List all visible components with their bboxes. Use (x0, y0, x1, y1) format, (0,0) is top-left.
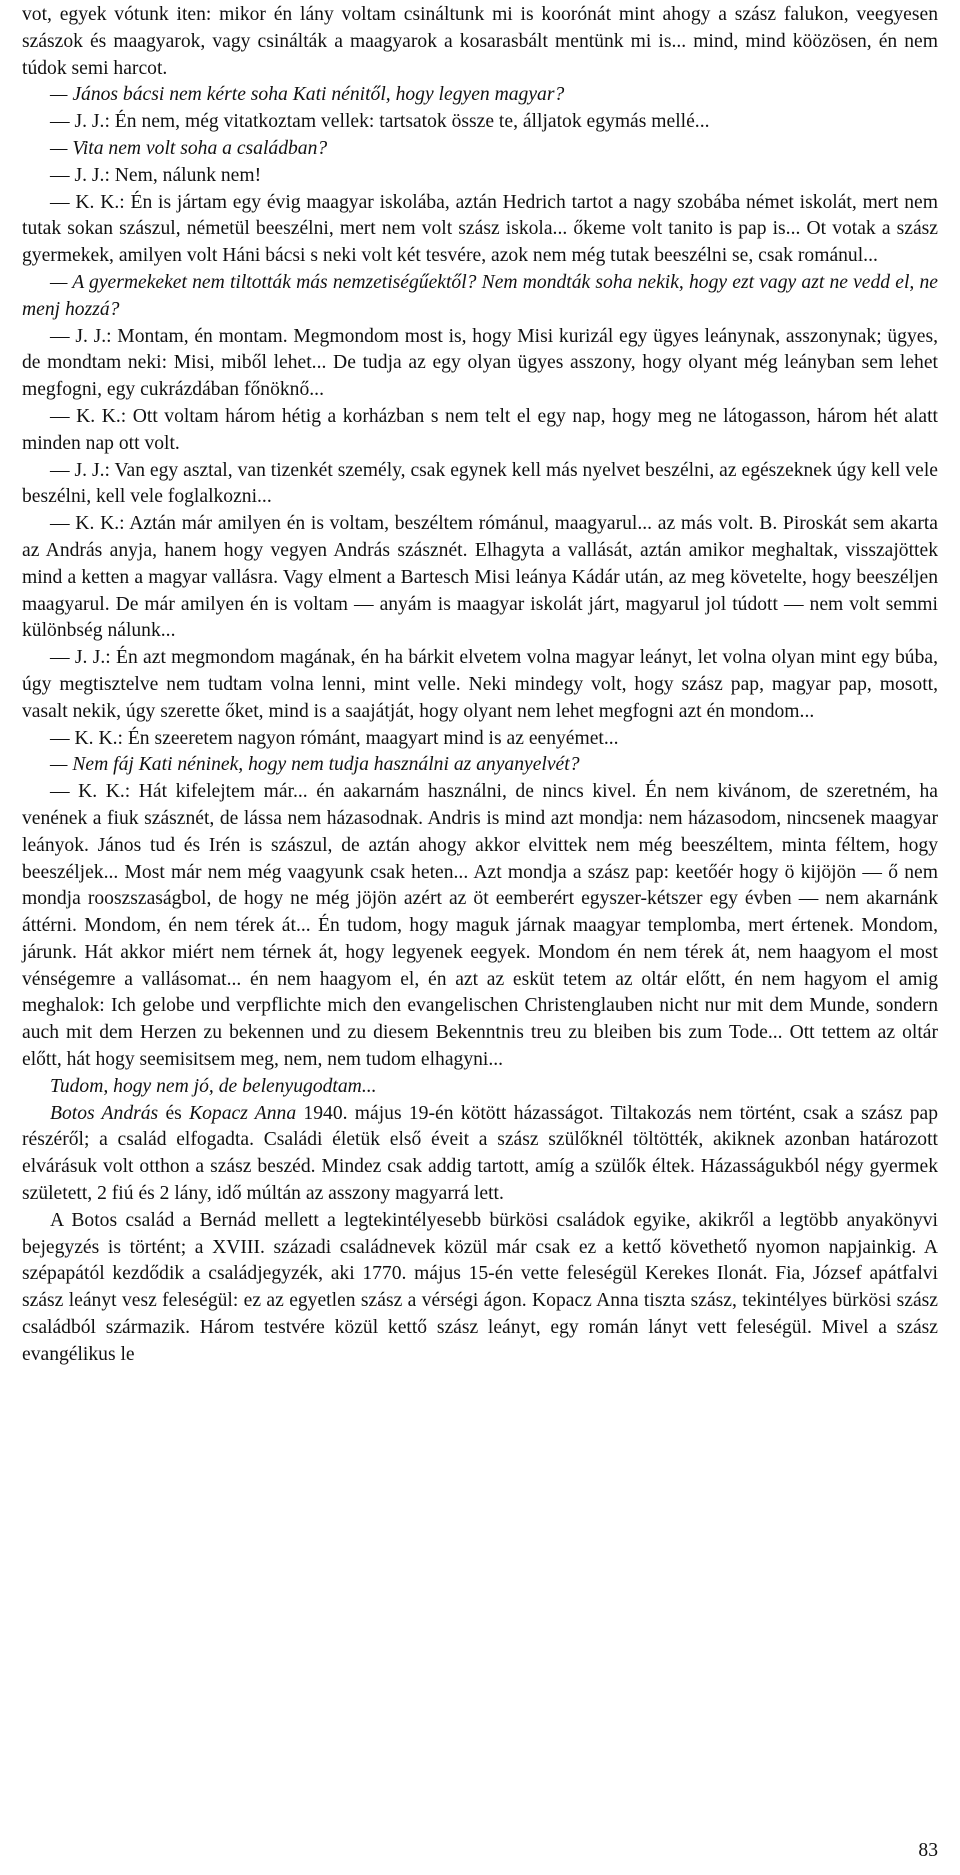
page-number: 83 (918, 1840, 938, 1861)
paragraph: — J. J.: Nem, nálunk nem! (50, 164, 262, 186)
paragraph: — J. J.: Van egy asztal, van tizenkét személy, csak egynek kell más nyelvet beszélni, az egészeknek úgy kell vele beszélni, kell vele foglalkozni... (22, 459, 938, 508)
paragraph: — Nem fáj Kati néninek, hogy nem tudja használni az anyanyelvét? (50, 754, 580, 776)
document-body (22, 2, 938, 1369)
paragraph: — J. J.: Én nem, még vitatkoztam vellek: tartsatok össze te, álljatok egymás mellé... (50, 111, 710, 133)
paragraph: — János bácsi nem kérte soha Kati nénitől, hogy legyen magyar? (50, 84, 565, 106)
paragraph: — A gyermekeket nem tiltották más nemzetiségűektől? Nem mondták soha nekik, hogy ezt vagy azt ne vedd el, ne menj hozzá? (22, 271, 938, 320)
italic-name: Botos András (50, 1102, 159, 1124)
paragraph: — K. K.: Hát kifelejtem már... én aakarnám használni, de nincs kivel. Én nem kivánom, de szeretném, ha venének a fiuk szásznét, de lássa nem házasodnak. Andris is mind azt mondja: nem házasodom, nincsenek maagyar leányok. János tud és Irén is szászul, de aztán ahogy akkor elvittek nem még beeszéltem, minta féltem, hogy beeszéljek... Most már nem még vaagyunk csak heten... Azt mondja a szász pap: keetőér hogy ö kijöjön — ő nem mondja rooszszaságbol, de hogy ne még jöjön azért az öt eemberért egyszer-kétszer egy évben — nem akarnánk áttérni. Mondom, én nem térek át... Én tudom, hogy maguk járnak maagyar templomba, mert értenek. Mondom, járunk. Hát akkor miért nem térnek át, hogy legyenek eegyek. Mondom én nem térek át, nem haagyom el most vénségemre a vallásomat... én nem haagyom el, én azt az esküt tetem az oltár előtt, én nem hagyom el amig meghalok: Ich gelobe und verpflichte mich den evangelischen Christenglauben nicht nur mit dem Munde, sondern auch mit dem Herzen zu bekennen und zu diesem Bekenntnis treu zu bleiben bis zum Tode... Ott tettem az oltár előtt, hát hogy seemisitsem meg, nem, nem tudom elhagyni... (22, 781, 938, 1071)
paragraph: Tudom, hogy nem jó, de belenyugodtam... (50, 1075, 377, 1097)
paragraph: A Botos család a Bernád mellett a legtekintélyesebb bürkösi családok egyike, akikről a legtöbb anyakönyvi bejegyzés is történt; a XVIII. századi családnevek közül már csak ez a kettő követhető nyomon napjainkig. A szépapától kezdődik a családjegyzék, aki 1770. május 15-én vette feleségül Kerekes Ilonát. Fia, József apátfalvi szász leányt vesz feleségül: ez az egyetlen szász a vérségi ágon. Kopacz Anna tiszta szász, tekintélyes bürkösi szász családból származik. Három testvére közül kettő szász leányt, egy román lányt vett feleségül. Mivel a szász evangélikus le (22, 1209, 938, 1365)
paragraph: — J. J.: Én azt megmondom magának, én ha bárkit elvetem volna magyar leányt, let volna olyan mint egy búba, úgy megtisztelve nem tudtam volna lenni, mint velle. Neki mindegy volt, hogy szász pap, magyar pap, mosott, vasalt nekik, úgy szerette őket, mind is a saajátját, hogy olyant nem lehet megfogni azt én mondom... (22, 647, 938, 722)
paragraph: — Vita nem volt soha a családban? (50, 137, 328, 159)
text-run: és (158, 1102, 190, 1124)
paragraph (22, 1101, 938, 1208)
paragraph: — K. K.: Én szeeretem nagyon rómánt, maagyart mind is az eenyémet... (50, 727, 619, 749)
paragraph: vot, egyek vótunk iten: mikor én lány voltam csináltunk mi is koorónát mint ahogy a szász falukon, veegyesen szászok és maagyarok, vagy csinálták a maagyarok a kosarasbált mentünk mi is... mind, mind köözösen, én nem túdok semi harcot. (22, 4, 938, 79)
paragraph: — K. K.: Aztán már amilyen én is voltam, beszéltem rómánul, maagyarul... az más volt. B. Piroskát sem akarta az András anyja, hanem hogy vegyen András szásznét. Elhagyta a vallását, aztán amikor meghaltak, visszajöttek mind a ketten a magyar vallásra. Vagy elment a Bartesch Misi leánya Kádár után, az meg követelte, hogy beeszéljen maagyarul. De már amilyen én is voltam — anyám is maagyar iskolát járt, magyarul jol túdott — nem volt semmi különbség nálunk... (22, 513, 938, 642)
paragraph: — J. J.: Montam, én montam. Megmondom most is, hogy Misi kurizál egy ügyes leánynak, asszonynak; ügyes, de mondtam neki: Misi, miből lehet... De tudja az egy olyan ügyes asszony, hogy olyant még leányban sem lehet megfogni, egy cukrázdában főnöknő... (22, 325, 938, 401)
text-run: 1940. május 19-én kötött házasságot. Tiltakozás nem történt, csak a szász pap részéről; a család elfogadta. Családi életük első éveit a szász szülőknél töltötték, akiknek azonban határozott elvárásuk volt otthon a szász beszéd. Mindez csak addig tartott, amíg a szülők éltek. Házasságukból négy gyermek született, 2 fiú és 2 lány, idő múltán az asszony magyarrá lett. (22, 1102, 938, 1205)
paragraph: — K. K.: Ott voltam három hétig a korházban s nem telt el egy nap, hogy meg ne látogasson, három hét alatt minden nap ott volt. (22, 405, 938, 454)
paragraph: — K. K.: Én is jártam egy évig maagyar iskolába, aztán Hedrich tartot a nagy szobába német iskolát, mert nem tutak sokan szászul, németül beeszélni, mert nem volt szász iskola... őkeme volt tanito is pap is... Ot votak a szász gyermekek, amilyen volt Háni bácsi s neki volt két tesvére, azok nem még tutak beeszélni se, csak románul... (22, 191, 938, 267)
italic-name: Kopacz Anna (189, 1102, 297, 1124)
